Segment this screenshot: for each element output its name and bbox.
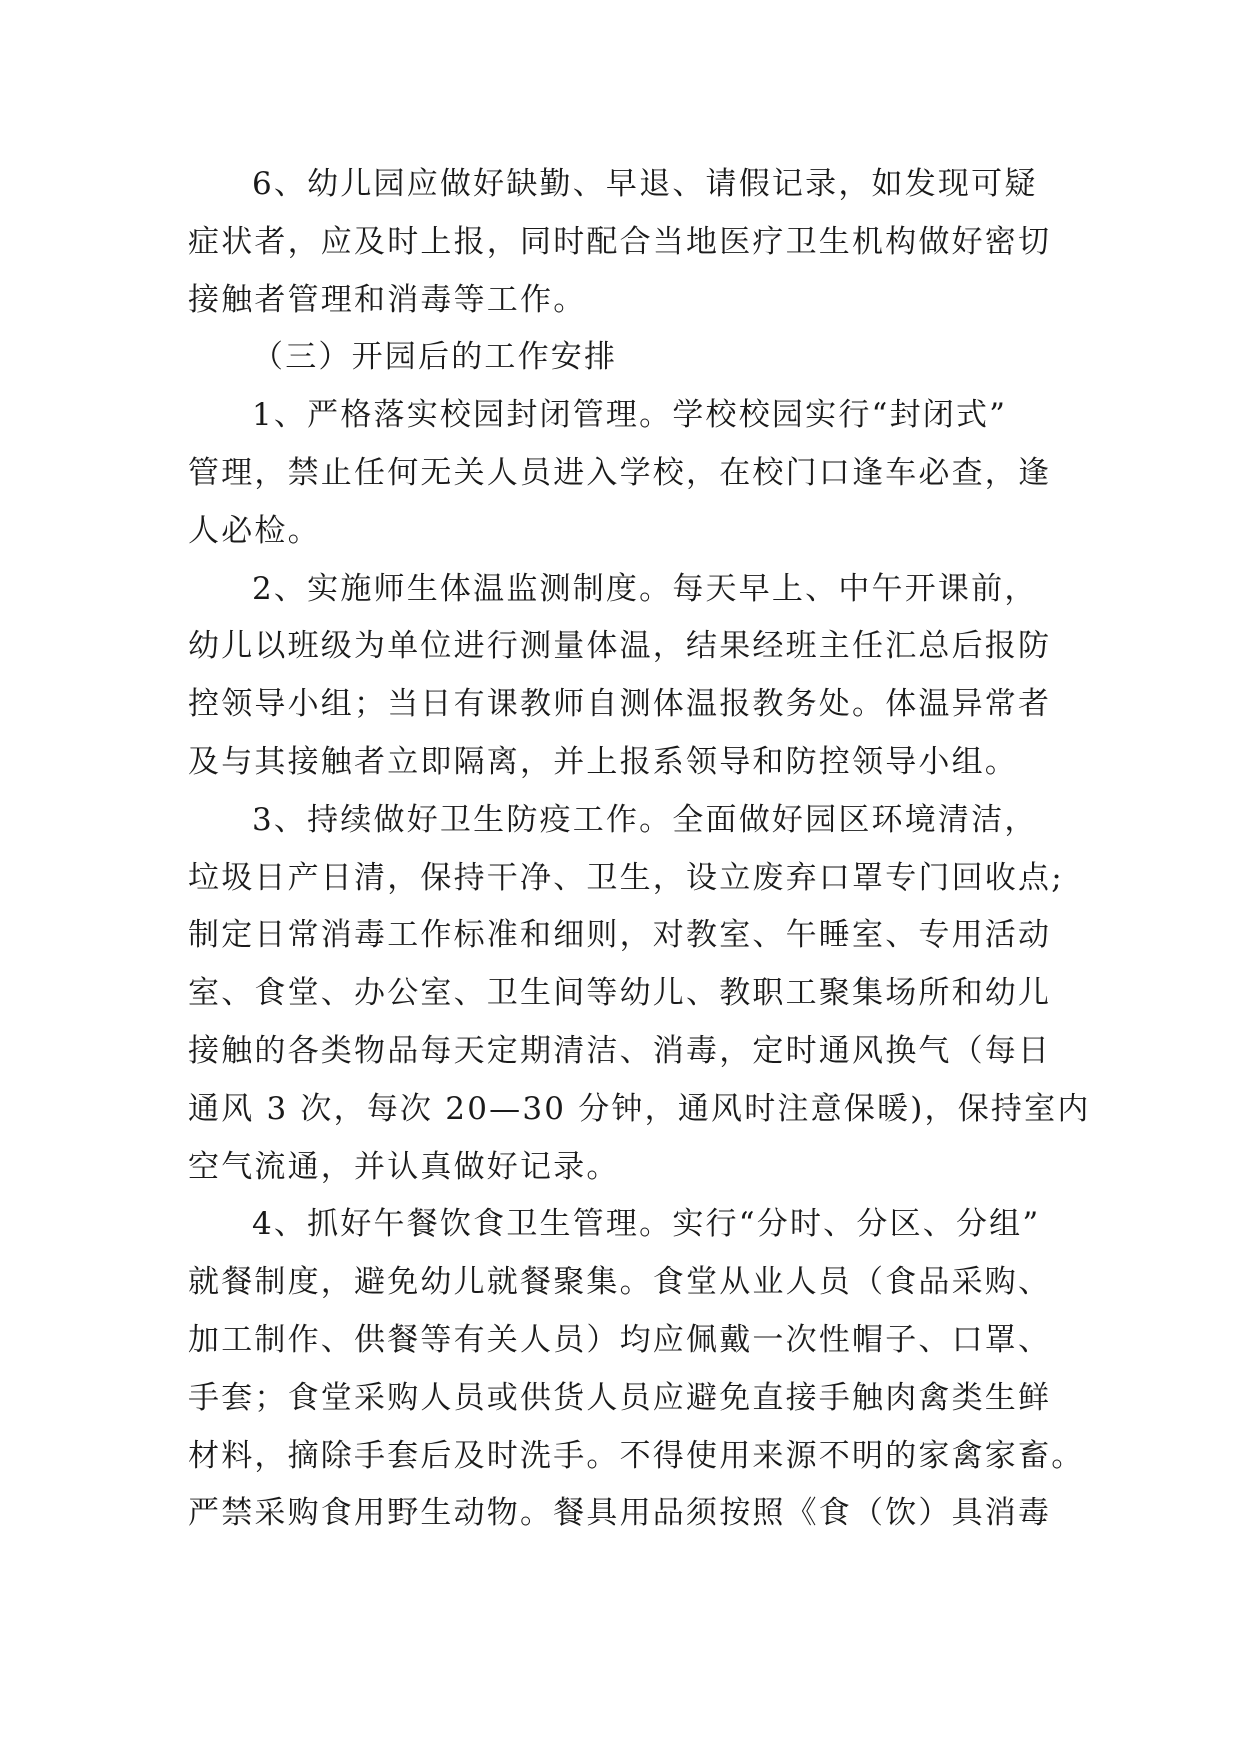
text-line: 3、持续做好卫生防疫工作。全面做好园区环境清洁， [252, 801, 1038, 838]
text-line: 2、实施师生体温监测制度。每天早上、中午开课前， [252, 570, 1038, 607]
text-line: 严禁采购食用野生动物。餐具用品须按照《食（饮）具消毒 [188, 1495, 1052, 1532]
document-body [188, 156, 1091, 1543]
text-line: 1、严格落实校园封闭管理。学校校园实行“封闭式” [252, 397, 1008, 434]
text-line: 室、食堂、办公室、卫生间等幼儿、教职工聚集场所和幼儿 [188, 975, 1052, 1012]
section-heading-after-opening [188, 329, 1058, 387]
paragraph-item-3-hygiene [188, 792, 1091, 1197]
text-line: 接触的各类物品每天定期清洁、消毒，定时通风换气（每日 [188, 1032, 1052, 1069]
text-line: 接触者管理和消毒等工作。 [188, 281, 587, 318]
text-line: 垃圾日产日清，保持干净、卫生，设立废弃口罩专门回收点; [188, 859, 1064, 896]
paragraph-item-6-records [188, 156, 1058, 329]
paragraph-item-4-lunch [188, 1196, 1085, 1543]
text-line: 人必检。 [188, 512, 321, 549]
text-line: 幼儿以班级为单位进行测量体温，结果经班主任汇总后报防 [188, 628, 1052, 665]
text-line: 制定日常消毒工作标准和细则，对教室、午睡室、专用活动 [188, 917, 1052, 954]
paragraph-item-2-temperature [188, 561, 1058, 792]
text-line: 管理，禁止任何无关人员进入学校，在校门口逢车必查，逢 [188, 454, 1052, 491]
text-line: 空气流通，并认真做好记录。 [188, 1148, 620, 1185]
text-line: 及与其接触者立即隔离，并上报系领导和防控领导小组。 [188, 743, 1018, 780]
text-line: 就餐制度，避免幼儿就餐聚集。食堂从业人员（食品采购、 [188, 1264, 1052, 1301]
text-line: 症状者，应及时上报，同时配合当地医疗卫生机构做好密切 [188, 223, 1052, 260]
text-line: 6、幼儿园应做好缺勤、早退、请假记录，如发现可疑 [252, 166, 1038, 202]
paragraph-item-1-closed-management [188, 387, 1058, 560]
text-line: 手套；食堂采购人员或供货人员应避免直接手触肉禽类生鲜 [188, 1379, 1052, 1416]
heading-text: （三）开园后的工作安排 [252, 339, 618, 376]
text-line: 控领导小组；当日有课教师自测体温报教务处。体温异常者 [188, 686, 1052, 723]
text-line: 通风 3 次，每次 20—30 分钟，通风时注意保暖)，保持室内 [188, 1090, 1091, 1127]
text-line: 加工制作、供餐等有关人员）均应佩戴一次性帽子、口罩、 [188, 1321, 1052, 1358]
text-line: 材料，摘除手套后及时洗手。不得使用来源不明的家禽家畜。 [188, 1437, 1085, 1474]
text-line: 4、抓好午餐饮食卫生管理。实行“分时、分区、分组” [252, 1206, 1041, 1243]
